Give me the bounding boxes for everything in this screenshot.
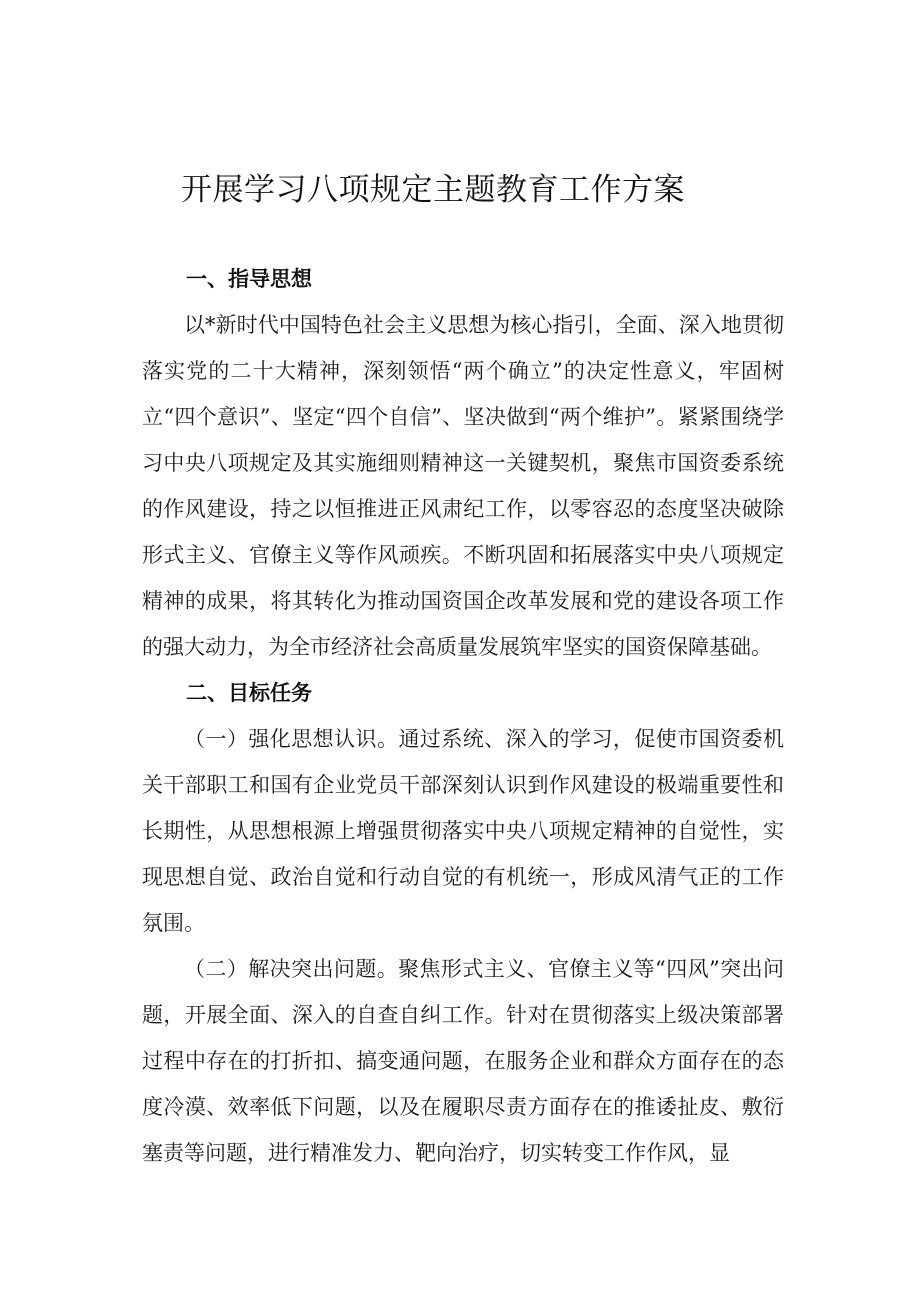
- section-heading-guiding-ideology: 一、指导思想: [186, 267, 312, 291]
- paragraph-guiding-ideology: 以*新时代中国特色社会主义思想为核心指引，全面、深入地贯彻落实党的二十大精神，深刻领悟“两个确立”的决定性意义，牢固树立“四个意识”、坚定“四个自信”、坚决做到“两个维护”。紧紧围绕学习中央八项规定及其实施细则精神这一关键契机，聚焦市国资委系统的作风建设，持之以恒推进正风肃纪工作，以零容忍的态度坚决破除形式主义、官僚主义等作风顽疾。不断巩固和拓展落实中央八项规定精神的成果，将其转化为推动国资国企改革发展和党的建设各项工作的强大动力，为全市经济社会高质量发展筑牢坚实的国资保障基础。: [142, 313, 784, 659]
- document-title: 开展学习八项规定主题教育工作方案: [181, 172, 685, 208]
- paragraph-solve-problems: （二）解决突出问题。聚焦形式主义、官僚主义等“四风”突出问题，开展全面、深入的自查自纠工作。针对在贯彻落实上级决策部署过程中存在的打折扣、搞变通问题，在服务企业和群众方面存在的态度冷漠、效率低下问题，以及在履职尽责方面存在的推诿扯皮、敷衍塞责等问题，进行精准发力、靶向治疗，切实转变工作作风，显: [142, 957, 784, 1165]
- paragraph-strengthen-awareness: （一）强化思想认识。通过系统、深入的学习，促使市国资委机关干部职工和国有企业党员干部深刻认识到作风建设的极端重要性和长期性，从思想根源上增强贯彻落实中央八项规定精神的自觉性，实现思想自觉、政治自觉和行动自觉的有机统一，形成风清气正的工作氛围。: [142, 727, 784, 935]
- document-body: [142, 256, 784, 1176]
- section-heading-goals-tasks: 二、目标任务: [186, 681, 312, 705]
